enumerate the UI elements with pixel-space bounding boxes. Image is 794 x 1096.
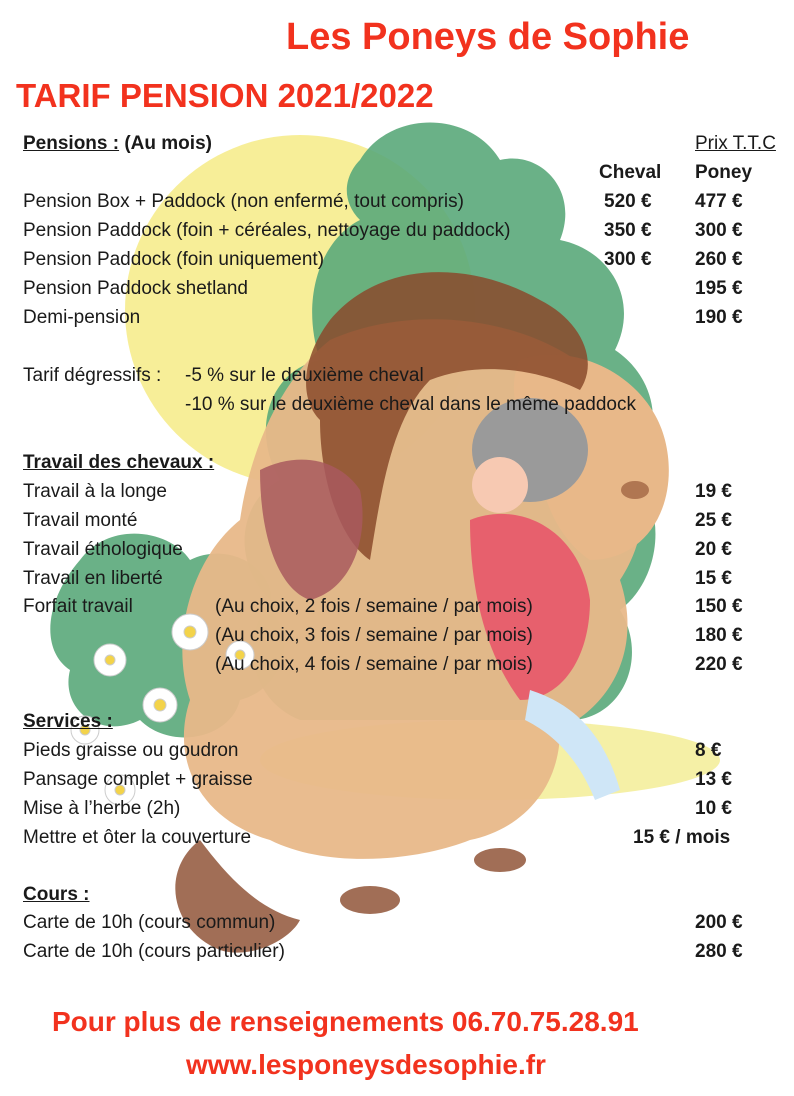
pension-row-label: Pension Box + Paddock (non enfermé, tout compris) (23, 191, 464, 212)
pension-row-pony-price: 190 € (695, 307, 743, 328)
forfait-label: Forfait travail (23, 596, 133, 617)
lesson-row-price: 280 € (695, 941, 743, 962)
service-row-price: 8 € (695, 740, 722, 761)
work-row-price: 15 € (695, 568, 732, 589)
service-row-price: 10 € (695, 798, 732, 819)
pension-row-label: Demi-pension (23, 307, 141, 328)
lessons-heading: Cours : (23, 884, 90, 905)
pension-row-label: Pension Paddock (foin uniquement) (23, 249, 325, 270)
pony-hoof (474, 848, 526, 872)
pensions-heading (23, 133, 212, 155)
pony-tail (175, 840, 300, 953)
work-row-label: Travail à la longe (23, 481, 167, 502)
website-link[interactable]: www.lesponeysdesophie.fr (186, 1049, 546, 1080)
forfait-detail: (Au choix, 4 fois / semaine / par mois) (215, 654, 533, 675)
forfait-price: 150 € (695, 596, 743, 617)
discount-line: -5 % sur le deuxième cheval (185, 365, 424, 386)
service-row-price: 13 € (695, 769, 732, 790)
pony-nostril (621, 481, 649, 499)
service-row-label: Mettre et ôter la couverture (23, 827, 252, 848)
forfait-price: 220 € (695, 654, 743, 675)
pensions-heading-suffix: (Au mois) (124, 133, 212, 154)
pension-row-horse-price: 350 € (604, 220, 652, 241)
work-row-price: 25 € (695, 510, 732, 531)
brand-title: Les Poneys de Sophie (286, 16, 690, 58)
work-row-label: Travail éthologique (23, 539, 183, 560)
contact-line: Pour plus de renseignements 06.70.75.28.91 (52, 1006, 639, 1037)
forfait-detail: (Au choix, 2 fois / semaine / par mois) (215, 596, 533, 617)
pony-hoof (340, 886, 400, 914)
services-heading: Services : (23, 711, 113, 732)
pension-row-label: Pension Paddock (foin + céréales, nettoyage du paddock) (23, 220, 511, 241)
service-row-label: Pieds graisse ou goudron (23, 740, 239, 761)
forfait-price: 180 € (695, 625, 743, 646)
pension-row-pony-price: 195 € (695, 278, 743, 299)
girl-face (472, 457, 528, 513)
column-header-pony: Poney (695, 162, 753, 183)
work-heading: Travail des chevaux : (23, 452, 215, 473)
discount-line: -10 % sur le deuxième cheval dans le même paddock (185, 394, 636, 415)
forfait-detail: (Au choix, 3 fois / semaine / par mois) (215, 625, 533, 646)
pension-row-pony-price: 300 € (695, 220, 743, 241)
pension-row-horse-price: 300 € (604, 249, 652, 270)
price-note: Prix T.T.C (695, 133, 776, 154)
work-row-price: 19 € (695, 481, 732, 502)
service-row-label: Mise à l’herbe (2h) (23, 798, 181, 819)
work-row-label: Travail monté (23, 510, 138, 531)
column-header-horse: Cheval (599, 162, 662, 183)
lesson-row-label: Carte de 10h (cours particulier) (23, 941, 285, 962)
discount-label: Tarif dégressifs : (23, 365, 162, 386)
pensions-heading-label: Pensions : (23, 133, 120, 154)
pension-row-pony-price: 260 € (695, 249, 743, 270)
pension-row-horse-price: 520 € (604, 191, 652, 212)
pension-row-pony-price: 477 € (695, 191, 743, 212)
service-row-label: Pansage complet + graisse (23, 769, 253, 790)
lesson-row-price: 200 € (695, 912, 743, 933)
lesson-row-label: Carte de 10h (cours commun) (23, 912, 276, 933)
page-title: TARIF PENSION 2021/2022 (16, 77, 434, 114)
work-row-price: 20 € (695, 539, 732, 560)
work-row-label: Travail en liberté (23, 568, 163, 589)
service-row-price: 15 € / mois (633, 827, 731, 848)
pension-row-label: Pension Paddock shetland (23, 278, 248, 299)
